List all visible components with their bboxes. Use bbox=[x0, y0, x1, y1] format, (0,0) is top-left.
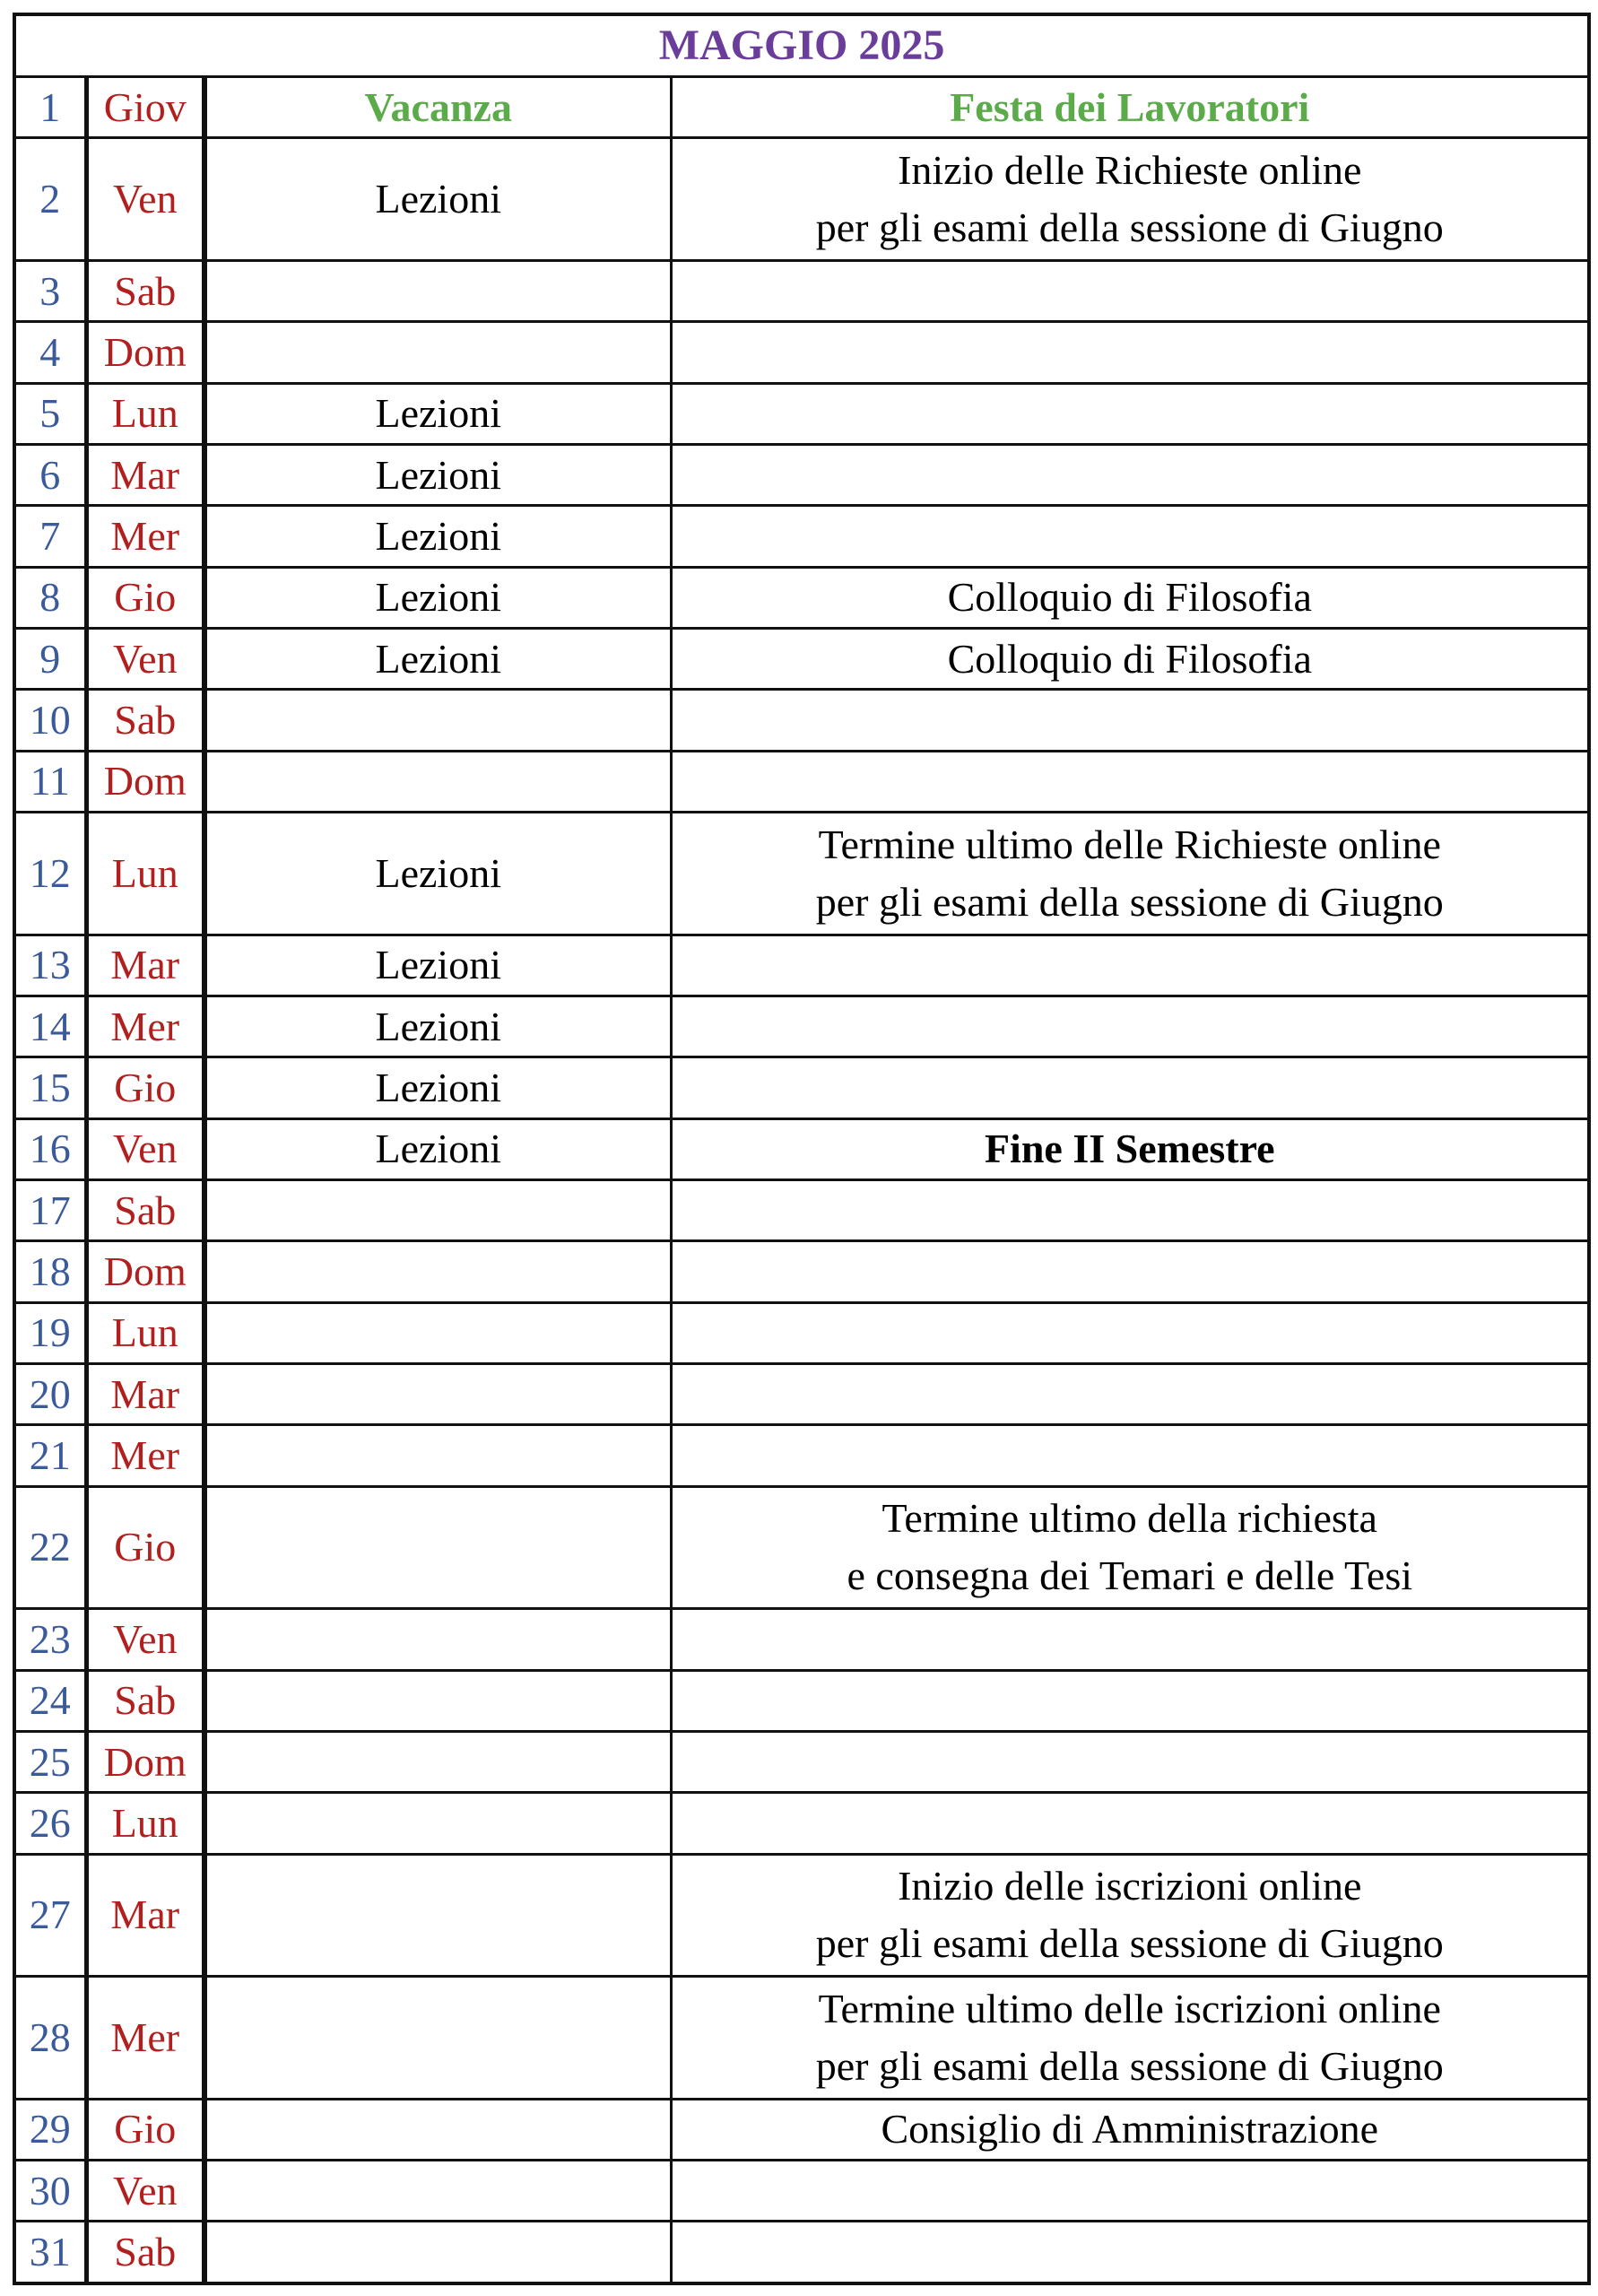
calendar-row bbox=[14, 1854, 1589, 1977]
weekday: Mer bbox=[86, 1425, 204, 1486]
weekday: Ven bbox=[86, 138, 204, 261]
day-number: 16 bbox=[14, 1118, 86, 1179]
weekday: Gio bbox=[86, 567, 204, 628]
calendar-row bbox=[14, 506, 1589, 567]
note-cell bbox=[671, 1793, 1589, 1854]
day-number: 10 bbox=[14, 690, 86, 751]
weekday: Mar bbox=[86, 444, 204, 505]
note-cell bbox=[671, 1425, 1589, 1486]
day-number: 5 bbox=[14, 383, 86, 444]
day-number: 30 bbox=[14, 2161, 86, 2222]
weekday: Sab bbox=[86, 260, 204, 321]
weekday: Ven bbox=[86, 1118, 204, 1179]
activity-cell bbox=[204, 1977, 671, 2100]
calendar-row bbox=[14, 322, 1589, 383]
day-number: 2 bbox=[14, 138, 86, 261]
note-cell bbox=[671, 138, 1589, 261]
weekday: Sab bbox=[86, 2222, 204, 2283]
calendar-table bbox=[13, 13, 1591, 2285]
weekday: Sab bbox=[86, 1179, 204, 1240]
calendar-row bbox=[14, 935, 1589, 996]
calendar-body bbox=[14, 77, 1589, 2284]
activity-cell bbox=[204, 1425, 671, 1486]
note-cell bbox=[671, 1731, 1589, 1792]
note-line: Colloquio di Filosofia bbox=[947, 635, 1312, 682]
activity-cell bbox=[204, 1731, 671, 1792]
note-cell bbox=[671, 2161, 1589, 2222]
note-cell bbox=[671, 1609, 1589, 1670]
day-number: 13 bbox=[14, 935, 86, 996]
calendar-row bbox=[14, 260, 1589, 321]
calendar-row bbox=[14, 444, 1589, 505]
note-cell bbox=[671, 1302, 1589, 1363]
activity-cell: Lezioni bbox=[204, 383, 671, 444]
note-line: e consegna dei Temari e delle Tesi bbox=[847, 1552, 1413, 1599]
note-cell bbox=[671, 383, 1589, 444]
note-line: Festa dei Lavoratori bbox=[950, 83, 1310, 130]
day-number: 11 bbox=[14, 751, 86, 812]
note-cell bbox=[671, 2222, 1589, 2283]
note-cell bbox=[671, 2099, 1589, 2160]
calendar-row bbox=[14, 77, 1589, 138]
activity-cell bbox=[204, 1793, 671, 1854]
day-number: 27 bbox=[14, 1854, 86, 1977]
day-number: 31 bbox=[14, 2222, 86, 2283]
weekday: Mer bbox=[86, 506, 204, 567]
day-number: 8 bbox=[14, 567, 86, 628]
calendar-row bbox=[14, 138, 1589, 261]
weekday: Dom bbox=[86, 1731, 204, 1792]
activity-cell bbox=[204, 1670, 671, 1731]
note-cell bbox=[671, 1118, 1589, 1179]
day-number: 21 bbox=[14, 1425, 86, 1486]
activity-cell bbox=[204, 1241, 671, 1302]
weekday: Dom bbox=[86, 1241, 204, 1302]
activity-cell bbox=[204, 1854, 671, 1977]
day-number: 14 bbox=[14, 996, 86, 1057]
note-cell bbox=[671, 1977, 1589, 2100]
day-number: 6 bbox=[14, 444, 86, 505]
activity-cell bbox=[204, 1486, 671, 1609]
calendar-row bbox=[14, 2099, 1589, 2160]
calendar-row bbox=[14, 2222, 1589, 2283]
day-number: 23 bbox=[14, 1609, 86, 1670]
day-number: 24 bbox=[14, 1670, 86, 1731]
weekday: Sab bbox=[86, 1670, 204, 1731]
activity-cell: Lezioni bbox=[204, 444, 671, 505]
activity-cell: Lezioni bbox=[204, 1057, 671, 1118]
note-cell bbox=[671, 812, 1589, 935]
note-cell bbox=[671, 322, 1589, 383]
activity-cell bbox=[204, 2222, 671, 2283]
activity-cell bbox=[204, 751, 671, 812]
note-cell bbox=[671, 567, 1589, 628]
calendar-row bbox=[14, 1302, 1589, 1363]
calendar-row bbox=[14, 1793, 1589, 1854]
day-number: 28 bbox=[14, 1977, 86, 2100]
activity-cell: Lezioni bbox=[204, 996, 671, 1057]
activity-cell: Lezioni bbox=[204, 1118, 671, 1179]
note-cell bbox=[671, 935, 1589, 996]
note-cell bbox=[671, 996, 1589, 1057]
weekday: Ven bbox=[86, 1609, 204, 1670]
weekday: Mar bbox=[86, 1363, 204, 1424]
note-cell bbox=[671, 751, 1589, 812]
title-row bbox=[14, 14, 1589, 77]
weekday: Lun bbox=[86, 383, 204, 444]
activity-cell bbox=[204, 1302, 671, 1363]
day-number: 9 bbox=[14, 628, 86, 689]
day-number: 25 bbox=[14, 1731, 86, 1792]
activity-cell bbox=[204, 2161, 671, 2222]
note-line: Inizio delle iscrizioni online bbox=[898, 1863, 1362, 1909]
note-line: Termine ultimo delle iscrizioni online bbox=[818, 1986, 1441, 2031]
note-cell bbox=[671, 260, 1589, 321]
calendar-row bbox=[14, 690, 1589, 751]
activity-cell bbox=[204, 260, 671, 321]
note-cell bbox=[671, 1241, 1589, 1302]
calendar-row bbox=[14, 628, 1589, 689]
weekday: Gio bbox=[86, 1057, 204, 1118]
calendar-row bbox=[14, 1241, 1589, 1302]
calendar-row bbox=[14, 996, 1589, 1057]
weekday: Mer bbox=[86, 1977, 204, 2100]
note-line: per gli esami della sessione di Giugno bbox=[815, 878, 1444, 925]
weekday: Sab bbox=[86, 690, 204, 751]
day-number: 7 bbox=[14, 506, 86, 567]
day-number: 12 bbox=[14, 812, 86, 935]
activity-cell: Lezioni bbox=[204, 138, 671, 261]
note-line: Termine ultimo della richiesta bbox=[882, 1495, 1377, 1542]
calendar-row bbox=[14, 1609, 1589, 1670]
calendar-row bbox=[14, 1118, 1589, 1179]
weekday: Gio bbox=[86, 1486, 204, 1609]
calendar-row bbox=[14, 1363, 1589, 1424]
calendar-row bbox=[14, 1670, 1589, 1731]
note-line: Termine ultimo delle Richieste online bbox=[818, 821, 1441, 867]
note-line: Inizio delle Richieste online bbox=[898, 147, 1362, 194]
note-cell bbox=[671, 1363, 1589, 1424]
activity-cell bbox=[204, 690, 671, 751]
note-cell bbox=[671, 1486, 1589, 1609]
note-cell bbox=[671, 1670, 1589, 1731]
calendar-row bbox=[14, 1425, 1589, 1486]
note-cell bbox=[671, 1854, 1589, 1977]
weekday: Giov bbox=[86, 77, 204, 138]
activity-cell bbox=[204, 1363, 671, 1424]
weekday: Dom bbox=[86, 322, 204, 383]
day-number: 19 bbox=[14, 1302, 86, 1363]
note-line: Fine II Semestre bbox=[984, 1126, 1275, 1172]
calendar-row bbox=[14, 1179, 1589, 1240]
activity-cell: Lezioni bbox=[204, 506, 671, 567]
weekday: Ven bbox=[86, 2161, 204, 2222]
activity-cell: Lezioni bbox=[204, 628, 671, 689]
calendar-row bbox=[14, 1057, 1589, 1118]
calendar-row bbox=[14, 2161, 1589, 2222]
day-number: 1 bbox=[14, 77, 86, 138]
note-line: Colloquio di Filosofia bbox=[947, 574, 1312, 621]
note-cell bbox=[671, 1057, 1589, 1118]
calendar-title: MAGGIO 2025 bbox=[14, 14, 1589, 77]
calendar-row bbox=[14, 383, 1589, 444]
activity-cell: Vacanza bbox=[204, 77, 671, 138]
note-line: per gli esami della sessione di Giugno bbox=[815, 1920, 1444, 1967]
activity-cell bbox=[204, 1609, 671, 1670]
day-number: 3 bbox=[14, 260, 86, 321]
weekday: Lun bbox=[86, 812, 204, 935]
activity-cell bbox=[204, 2099, 671, 2160]
day-number: 22 bbox=[14, 1486, 86, 1609]
calendar-row bbox=[14, 751, 1589, 812]
calendar-row bbox=[14, 1486, 1589, 1609]
activity-cell bbox=[204, 322, 671, 383]
weekday: Dom bbox=[86, 751, 204, 812]
day-number: 4 bbox=[14, 322, 86, 383]
weekday: Mar bbox=[86, 1854, 204, 1977]
activity-cell: Lezioni bbox=[204, 812, 671, 935]
day-number: 26 bbox=[14, 1793, 86, 1854]
weekday: Mar bbox=[86, 935, 204, 996]
weekday: Lun bbox=[86, 1302, 204, 1363]
calendar-row bbox=[14, 1731, 1589, 1792]
day-number: 20 bbox=[14, 1363, 86, 1424]
note-cell bbox=[671, 77, 1589, 138]
day-number: 18 bbox=[14, 1241, 86, 1302]
weekday: Lun bbox=[86, 1793, 204, 1854]
calendar-row bbox=[14, 812, 1589, 935]
note-cell bbox=[671, 628, 1589, 689]
calendar-row bbox=[14, 1977, 1589, 2100]
note-cell bbox=[671, 444, 1589, 505]
note-cell bbox=[671, 690, 1589, 751]
weekday: Gio bbox=[86, 2099, 204, 2160]
note-line: per gli esami della sessione di Giugno bbox=[815, 204, 1444, 251]
calendar-row bbox=[14, 567, 1589, 628]
activity-cell: Lezioni bbox=[204, 567, 671, 628]
note-cell bbox=[671, 506, 1589, 567]
day-number: 15 bbox=[14, 1057, 86, 1118]
note-line: per gli esami della sessione di Giugno bbox=[815, 2043, 1444, 2089]
note-cell bbox=[671, 1179, 1589, 1240]
activity-cell bbox=[204, 1179, 671, 1240]
weekday: Mer bbox=[86, 996, 204, 1057]
day-number: 29 bbox=[14, 2099, 86, 2160]
weekday: Ven bbox=[86, 628, 204, 689]
note-line: Consiglio di Amministrazione bbox=[881, 2106, 1379, 2152]
day-number: 17 bbox=[14, 1179, 86, 1240]
activity-cell: Lezioni bbox=[204, 935, 671, 996]
